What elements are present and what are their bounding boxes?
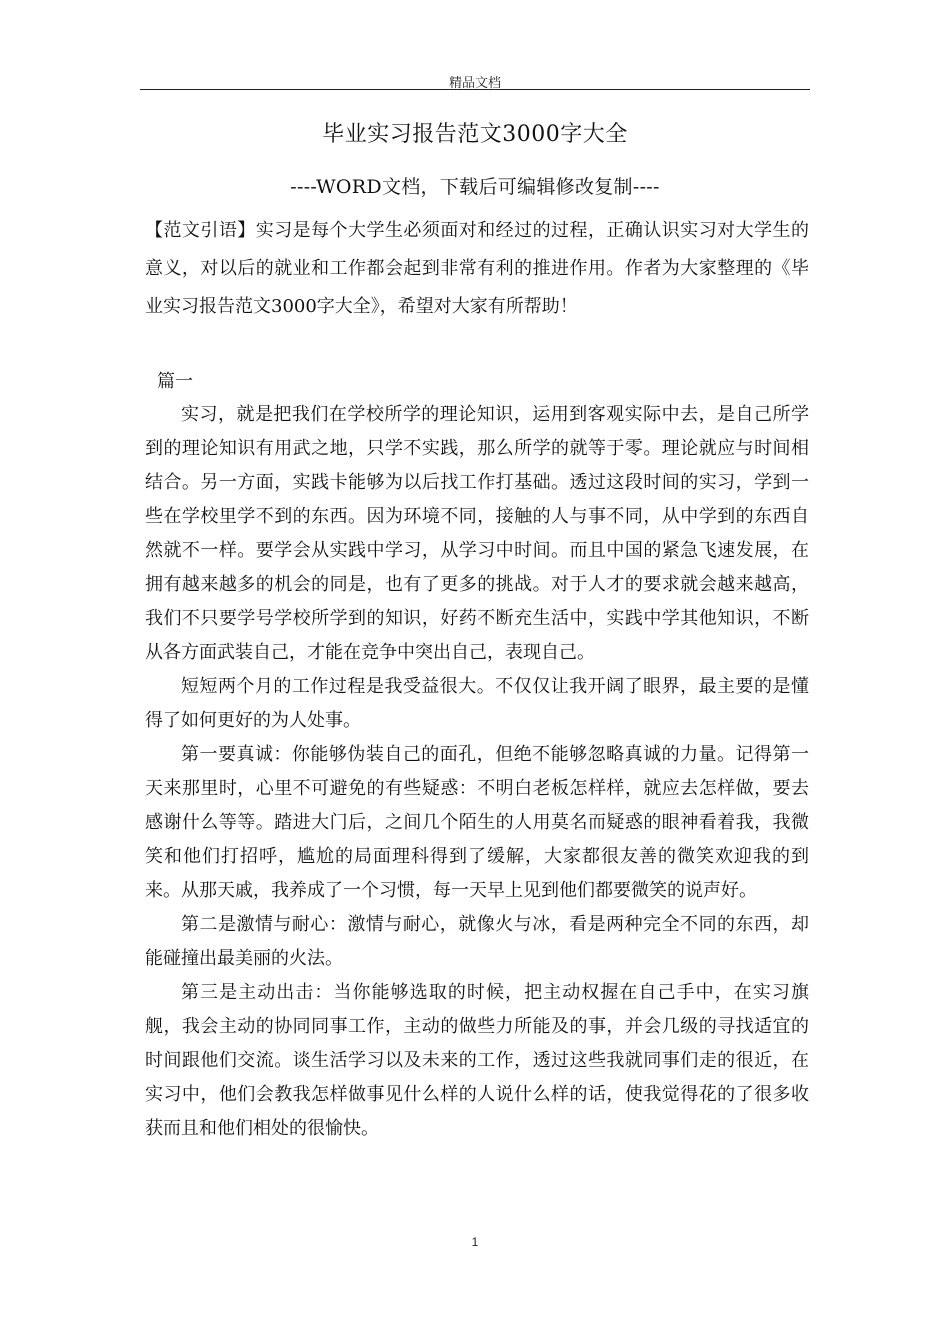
intro-paragraph: 【范文引语】实习是每个大学生必须面对和经过的过程，正确认识实习对大学生的意义，对以后的就业和工作都会起到非常有利的推进作用。作者为大家整理的《毕业实习报告范文3000字大全》，希望对大家有所帮助！ <box>145 220 809 317</box>
body-paragraph: 第二是激情与耐心：激情与耐心，就像火与冰，看是两种完全不同的东西，却能碰撞出最美丽的火法。 <box>145 914 809 969</box>
body-paragraph: 短短两个月的工作过程是我受益很大。不仅仅让我开阔了眼界，最主要的是懂得了如何更好的为人处事。 <box>145 676 809 731</box>
body-paragraph: 第三是主动出击：当你能够选取的时候，把主动权握在自己手中，在实习旗舰，我会主动的协同同事工作，主动的做些力所能及的事，并会几级的寻找适宜的时间跟他们交流。谈生活学习以及未来的工作，透过这些我就同事们走的很近，在实习中，他们会教我怎样做事见什么样的人说什么样的话，使我觉得花的了很多收获而且和他们相处的很愉快。 <box>145 982 809 1139</box>
body-paragraph: 实习，就是把我们在学校所学的理论知识，运用到客观实际中去，是自己所学到的理论知识有用武之地，只学不实践，那么所学的就等于零。理论就应与时间相结合。另一方面，实践卡能够为以后找工作打基础。透过这段时间的实习，学到一些在学校里学不到的东西。因为环境不同，接触的人与事不同，从中学到的东西自然就不一样。要学会从实践中学习，从学习中时间。而且中国的紧急飞速发展，在拥有越来越多的机会的同是，也有了更多的挑战。对于人才的要求就会越来越高，我们不只要学号学校所学到的知识，好药不断充生活中，实践中学其他知识，不断从各方面武装自己，才能在竞争中突出自己，表现自己。 <box>145 404 809 663</box>
section-heading: 篇一 <box>157 371 193 392</box>
document-title: 毕业实习报告范文3000字大全 <box>322 122 628 147</box>
header-label: 精品文档 <box>448 76 501 91</box>
document-subtitle: ----WORD文档，下载后可编辑修改复制---- <box>290 176 660 198</box>
header-divider <box>140 89 810 90</box>
body-text <box>145 398 809 1146</box>
page-number: 1 <box>471 1235 479 1249</box>
body-paragraph: 第一要真诚：你能够伪装自己的面孔，但绝不能够忽略真诚的力量。记得第一天来那里时，心里不可避免的有些疑惑：不明白老板怎样样，就应去怎样做，要去感谢什么等等。踏进大门后，之间几个陌生的人用莫名而疑惑的眼神看着我，我微笑和他们打招呼，尴尬的局面理科得到了缓解，大家都很友善的微笑欢迎我的到来。从那天戚，我养成了一个习惯，每一天早上见到他们都要微笑的说声好。 <box>145 744 809 901</box>
